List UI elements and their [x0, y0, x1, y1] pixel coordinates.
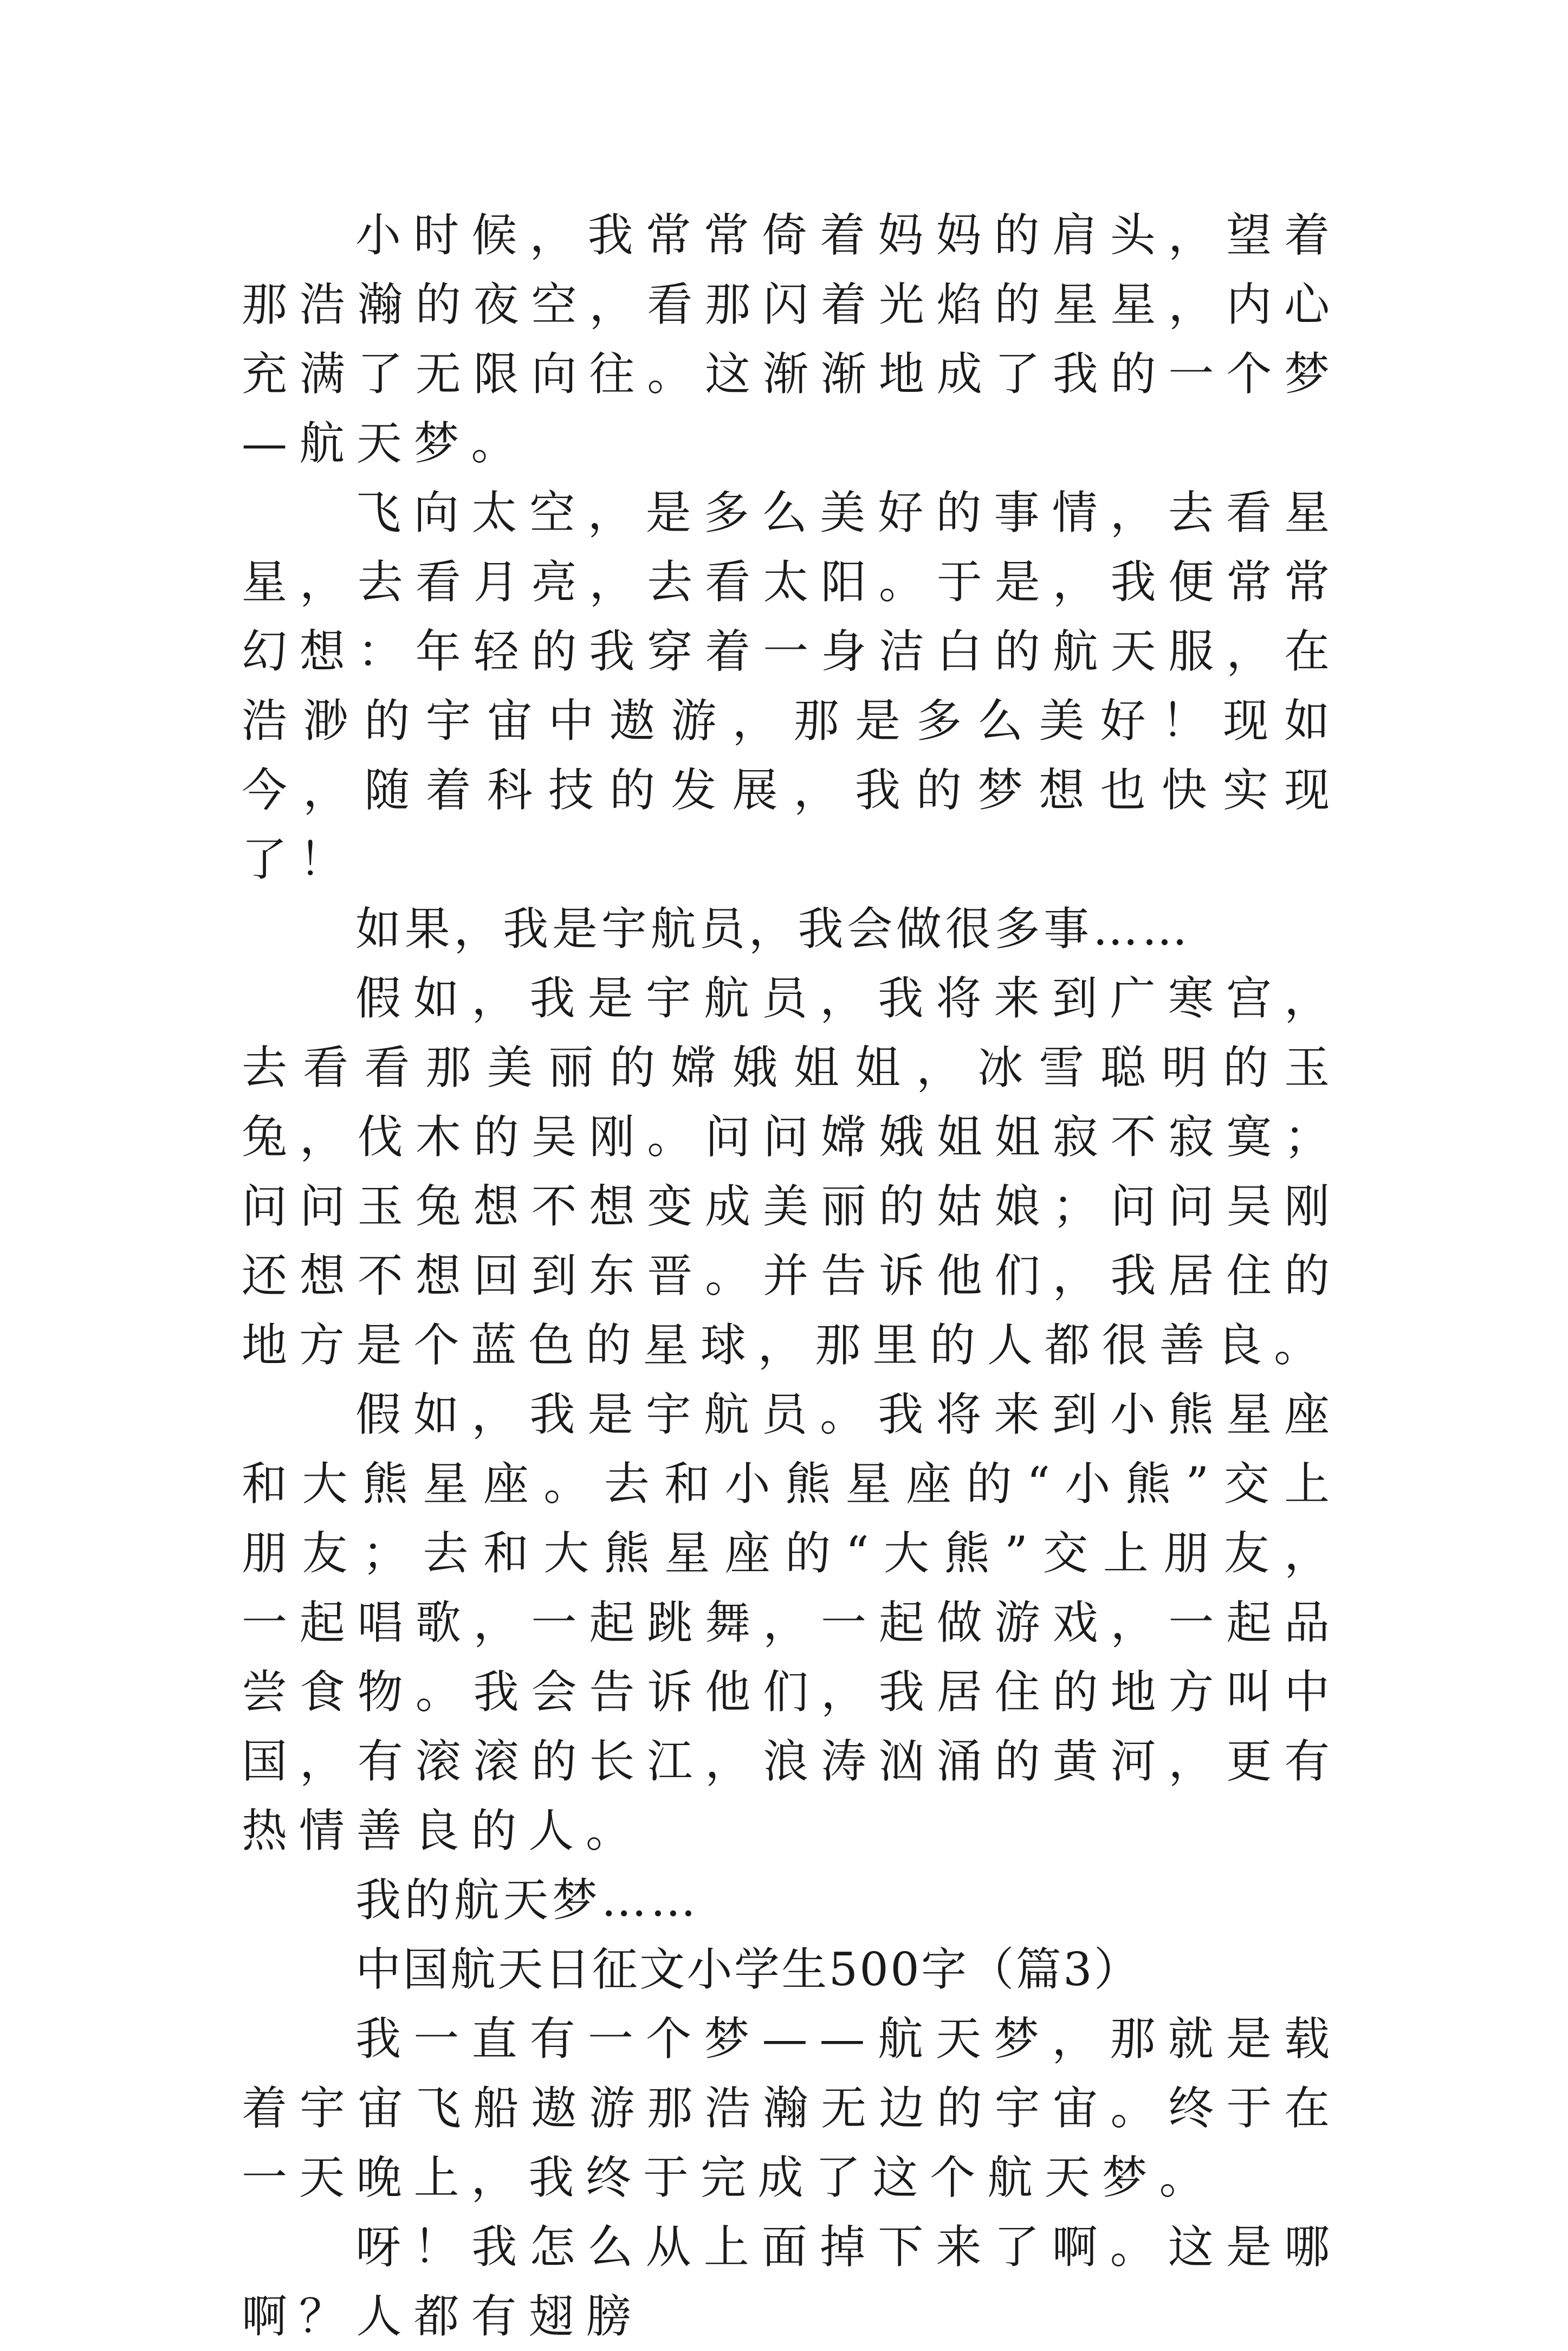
section-heading: 中国航天日征文小学生500字（篇3）	[355, 1943, 1142, 1996]
paragraph-my-space-dream: 我的航天梦……	[355, 1874, 700, 1927]
paragraph-guanghan-palace: 假如，我是宇航员，我将来到广寒宫，去看看那美丽的嫦娥姐姐，冰雪聪明的玉兔，伐木的吴刚。问问嫦娥姐姐寂不寂寞；问问玉兔想不想变成美丽的姑娘；问问吴刚还想不想回到东晋。并告诉他们，我居住的地方是个蓝色的星球，那里的人都很善良。	[242, 972, 1342, 1372]
paragraph-if-astronaut: 如果，我是宇航员，我会做很多事……	[355, 902, 1191, 955]
paragraph-fly-to-space: 飞向太空，是多么美好的事情，去看星星，去看月亮，去看太阳。于是，我便常常幻想：年轻的我穿着一身洁白的航天服，在浩渺的宇宙中遨游，那是多么美好！现如今，随着科技的发展，我的梦想也快实现了！	[242, 486, 1342, 886]
paragraph-childhood-dream: 小时候，我常常倚着妈妈的肩头，望着那浩瀚的夜空，看那闪着光焰的星星，内心充满了无限向往。这渐渐地成了我的一个梦—航天梦。	[242, 209, 1342, 470]
paragraph-dream-fulfilled: 我一直有一个梦——航天梦，那就是载着宇宙飞船遨游那浩瀚无边的宇宙。终于在一天晚上，我终于完成了这个航天梦。	[242, 2012, 1342, 2204]
paragraph-falling-down: 呀！我怎么从上面掉下来了啊。这是哪啊？人都有翅膀	[242, 2220, 1342, 2343]
essay-body	[242, 201, 1342, 2351]
paragraph-bear-constellations: 假如，我是宇航员。我将来到小熊星座和大熊星座。去和小熊星座的“小熊”交上朋友；去和大熊星座的“大熊”交上朋友，一起唱歌，一起跳舞，一起做游戏，一起品尝食物。我会告诉他们，我居住的地方叫中国，有滚滚的长江，浪涛汹涌的黄河，更有热情善良的人。	[242, 1388, 1342, 1857]
